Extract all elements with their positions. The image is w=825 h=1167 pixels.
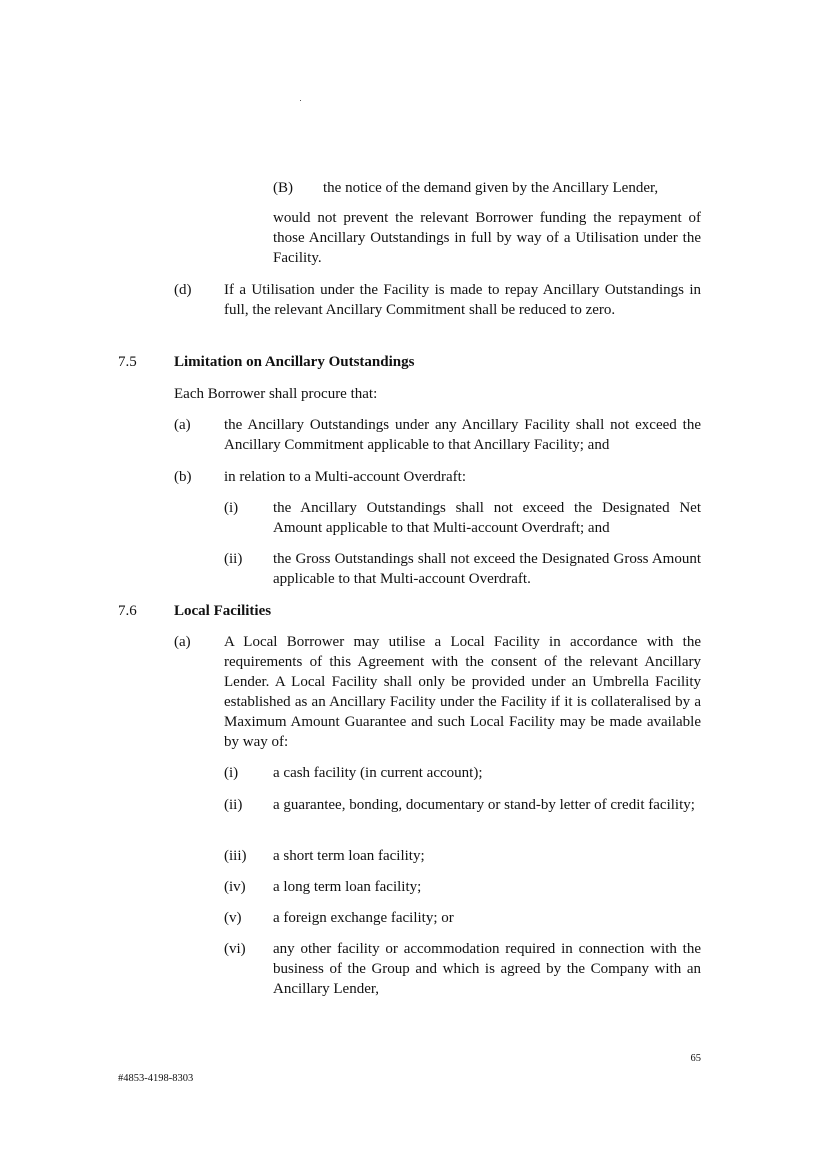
para-label-7-5-a: (a) — [174, 417, 191, 433]
item-label-B: (B) — [273, 180, 293, 196]
section-number-7-5: 7.5 — [118, 354, 137, 370]
item-text-7-5-b-ii: the Gross Outstandings shall not exceed the Designated Gross Amount applicable to that Multi-account Overdraft. — [273, 551, 701, 587]
para-text-7-5-a: the Ancillary Outstandings under any Ancillary Facility shall not exceed the Ancillary Commitment applicable to that Ancillary Facility; and — [224, 417, 701, 453]
continuation-paragraph: would not prevent the relevant Borrower funding the repayment of those Ancillary Outstandings in full by way of a Utilisation under the Facility. — [273, 210, 701, 266]
item-text-7-5-b-i: the Ancillary Outstandings shall not exceed the Designated Net Amount applicable to that Multi-account Overdraft; and — [273, 500, 701, 536]
section-heading-7-6: Local Facilities — [174, 603, 272, 619]
section-heading-7-5: Limitation on Ancillary Outstandings — [174, 354, 415, 370]
document-reference: #4853-4198-8303 — [118, 1073, 194, 1084]
list-item-label: (v) — [224, 910, 242, 926]
list-item-text: a cash facility (in current account); — [273, 765, 483, 781]
list-item-label: (ii) — [224, 797, 243, 813]
list-item-text: a guarantee, bonding, documentary or stand-by letter of credit facility; — [273, 797, 695, 813]
item-label-7-5-b-i: (i) — [224, 500, 239, 516]
item-text-B: the notice of the demand given by the Ancillary Lender, — [323, 180, 659, 196]
list-item-text: a long term loan facility; — [273, 879, 422, 895]
para-text-d: If a Utilisation under the Facility is made to repay Ancillary Outstandings in full, the relevant Ancillary Commitment shall be reduced to zero. — [224, 282, 701, 318]
list-item-text: a short term loan facility; — [273, 848, 425, 864]
list-item-text: a foreign exchange facility; or — [273, 910, 454, 926]
scan-artifact — [300, 100, 301, 101]
list-item-label: (iv) — [224, 879, 246, 895]
page-number: 65 — [690, 1053, 701, 1064]
list-item-label: (vi) — [224, 941, 246, 957]
para-label-d: (d) — [174, 282, 192, 298]
list-item-label: (iii) — [224, 848, 247, 864]
item-label-7-5-b-ii: (ii) — [224, 551, 243, 567]
section-number-7-6: 7.6 — [118, 603, 137, 619]
para-text-7-6-a: A Local Borrower may utilise a Local Facility in accordance with the requirements of this Agreement with the consent of the relevant Ancillary Lender. A Local Facility shall only be provided under an Umbrella Facility established as an Ancillary Facility under the Facility if it is collateralised by a Maximum Amount Guarantee and such Local Facility may be made available by way of: — [224, 634, 701, 750]
para-label-7-6-a: (a) — [174, 634, 191, 650]
para-text-7-5-b: in relation to a Multi-account Overdraft: — [224, 469, 466, 485]
section-intro-7-5: Each Borrower shall procure that: — [174, 386, 378, 402]
list-item-label: (i) — [224, 765, 239, 781]
list-item-text: any other facility or accommodation required in connection with the business of the Group and which is agreed by the Company with an Ancillary Lender, — [273, 941, 701, 997]
para-label-7-5-b: (b) — [174, 469, 192, 485]
